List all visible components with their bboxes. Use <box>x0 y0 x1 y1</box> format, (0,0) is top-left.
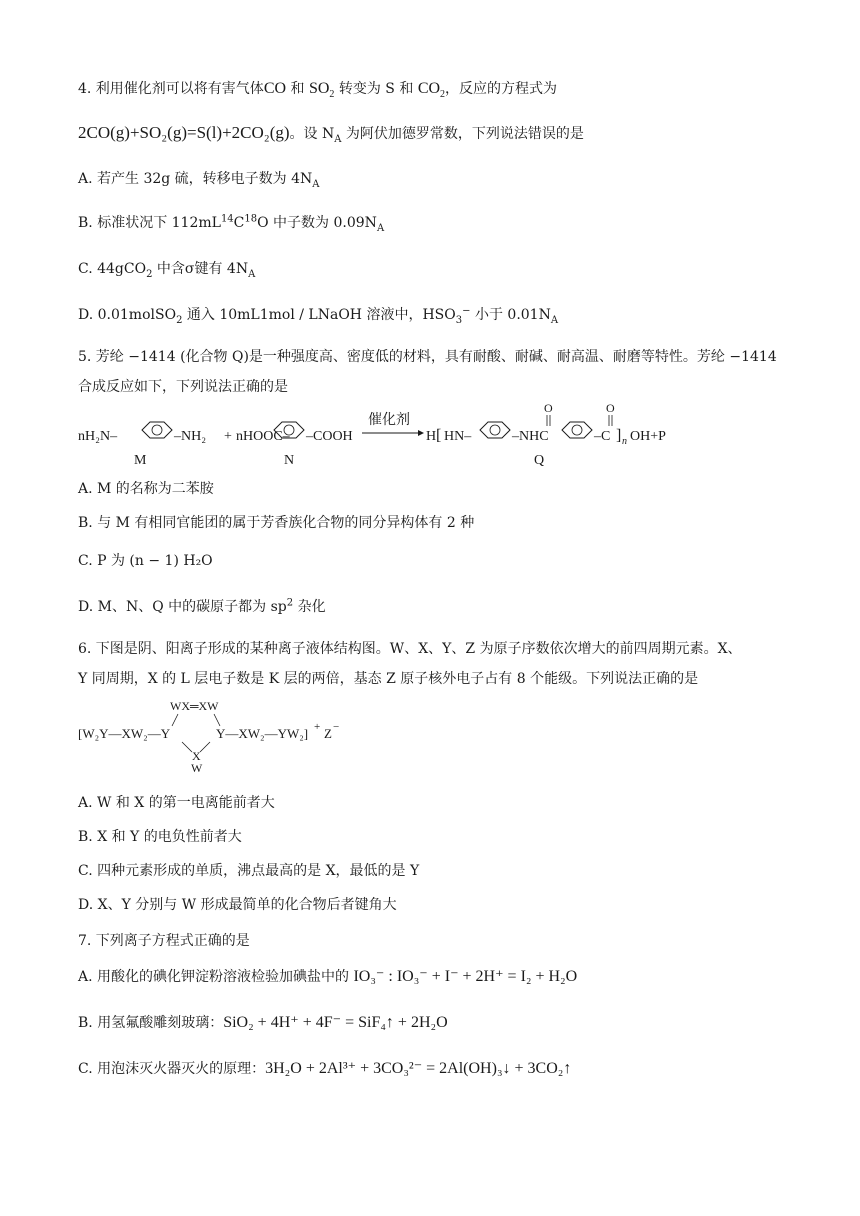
q5-q-c: –C <box>594 429 611 444</box>
q5-option-b: B. 与 M 有相同官能团的属于芳香族化合物的同分异构体有 2 种 <box>78 515 475 531</box>
q6-stem-line1: 6. 下图是阴、阳离子形成的某种离子液体结构图。W、X、Y、Z 为原子序数依次增大的前四周期元素。X、 <box>78 641 742 657</box>
q5-q-start: H <box>426 429 437 444</box>
q5-q-label: Q <box>534 453 545 468</box>
q6-stem-line2: Y 同周期，X 的 L 层电子数是 K 层的两倍，基态 Z 原子核外电子占有 8 个能级。下列说法正确的是 <box>78 671 699 687</box>
q5-option-d: D. M、N、Q 中的碳原子都为 $sp^2$ 杂化 <box>78 597 326 615</box>
q5-q-hn: HN– <box>444 429 472 444</box>
q5-option-a: A. M 的名称为二苯胺 <box>78 481 214 497</box>
q6-bottom-x: X <box>192 749 201 763</box>
q4-option-a: A. 若产生 32g 硫，转移电子数为 $4N_A$ <box>78 171 320 190</box>
q5-catalyst: 催化剂 <box>368 413 410 428</box>
q5-reaction-scheme <box>78 400 718 478</box>
q4-stem-line2 <box>78 122 584 145</box>
q6-left: [W₂Y—XW₂—Y <box>78 726 171 741</box>
q4-so2: $SO_2$ <box>308 80 335 101</box>
q5-n-right: –COOH <box>306 429 353 444</box>
q6-right: Y—XW₂—YW₂] <box>216 726 309 741</box>
q7-option-a: A. 用酸化的碘化钾淀粉溶液检验加碘盐中的 IO₃⁻ : IO₃⁻ + I⁻ + 2H⁺ = I₂ + H₂O <box>78 968 578 985</box>
q6-ionic-liquid-structure <box>78 694 378 774</box>
q5-bracket-left: [ <box>436 427 442 444</box>
q4-equation: 2CO(g)+SO₂(g)=S(l)+2CO₂(g) <box>78 123 290 142</box>
q4-co2: $CO_2$ <box>417 80 446 101</box>
q4-and: 和 <box>286 81 309 97</box>
q5-q-ring2 <box>562 422 592 438</box>
q7-option-a-equation: IO₃⁻ : IO₃⁻ + I⁻ + 2H⁺ = I₂ + H₂O <box>353 968 578 985</box>
q6-option-d: D. X、Y 分别与 W 形成最简单的化合物后者键角大 <box>78 897 397 913</box>
q4-option-b: B. 标准状况下 $112mL^{14}C^{18}O$ 中子数为 $0.09N_A$ <box>78 213 385 234</box>
q5-option-c: C. P 为 (n − 1) H₂O <box>78 553 213 569</box>
q6-option-b: B. X 和 Y 的电负性前者大 <box>78 829 242 845</box>
q5-m-label: M <box>134 453 147 468</box>
q5-n-label: N <box>284 453 295 468</box>
q6-bottom-w: W <box>191 761 203 774</box>
q6-anion-charge: − <box>333 721 340 733</box>
q5-stem-line2: 合成反应如下，下列说法正确的是 <box>78 379 288 395</box>
q4-co: CO <box>263 80 287 97</box>
q5-arrowhead <box>418 430 424 436</box>
q5-bracket-right: ] <box>616 427 622 444</box>
q6-anion: Z <box>324 726 332 741</box>
q4-stem-text-d: 。设 N <box>289 126 335 142</box>
q4-na-sub: A <box>334 133 342 145</box>
q5-n-left: nHOOC– <box>236 429 290 444</box>
q5-m-benzene-ring <box>142 422 172 438</box>
q4-stem-text-c: ，反应的方程式为 <box>445 81 558 97</box>
q4-stem-line1 <box>78 78 557 100</box>
q5-stem-line1: 5. 芳纶 −1414 (化合物 Q)是一种强度高、密度低的材料，具有耐酸、耐碱、耐高温、耐磨等特性。芳纶 −1414 <box>78 349 777 365</box>
q6-option-a: A. W 和 X 的第一电离能前者大 <box>78 795 275 811</box>
q5-o1: O <box>544 401 553 415</box>
q6-option-c: C. 四种元素形成的单质，沸点最高的是 X，最低的是 Y <box>78 863 420 879</box>
q5-plus: + <box>224 429 232 444</box>
q7-option-c: C. 用泡沫灭火器灭火的原理：3H₂O + 2Al³⁺ + 3CO₃²⁻ = 2Al(OH)₃↓ + 3CO₂↑ <box>78 1060 572 1077</box>
q5-q-n: n <box>622 436 627 447</box>
q4-stem-text: 4. 利用催化剂可以将有害气体 <box>78 81 264 97</box>
q7-option-c-equation: 3H₂O + 2Al³⁺ + 3CO₃²⁻ = 2Al(OH)₃↓ + 3CO₂↑ <box>265 1060 572 1077</box>
q5-o2: O <box>606 401 615 415</box>
q7-option-b-equation: SiO₂ + 4H⁺ + 4F⁻ = SiF₄↑ + 2H₂O <box>223 1014 448 1031</box>
q4-stem-text-e: 为阿伏加德罗常数，下列说法错误的是 <box>341 126 584 142</box>
q4-stem-text-b: 转变为 S 和 <box>334 81 418 97</box>
q6-charge: + <box>314 721 321 733</box>
q7-option-b: B. 用氢氟酸雕刻玻璃：SiO₂ + 4H⁺ + 4F⁻ = SiF₄↑ + 2H₂O <box>78 1014 448 1031</box>
q6-top: WX═XW <box>170 699 219 713</box>
q5-q-ring1 <box>480 422 510 438</box>
q5-q-end: OH+P <box>630 429 666 444</box>
q5-m-right: –NH₂ <box>174 429 207 444</box>
q4-option-c: C. 44gCO$_2$ 中含σ键有 $4N_A$ <box>78 261 256 280</box>
q5-m-left: nH₂N– <box>78 429 118 444</box>
q5-q-nhc: –NHC <box>512 429 549 444</box>
q7-stem: 7. 下列离子方程式正确的是 <box>78 933 250 949</box>
q4-option-d: D. 0.01molSO$_2$ 通入 10mL1mol / LNaOH 溶液中，$HSO_3^-$ 小于 $0.01N_A$ <box>78 305 559 326</box>
